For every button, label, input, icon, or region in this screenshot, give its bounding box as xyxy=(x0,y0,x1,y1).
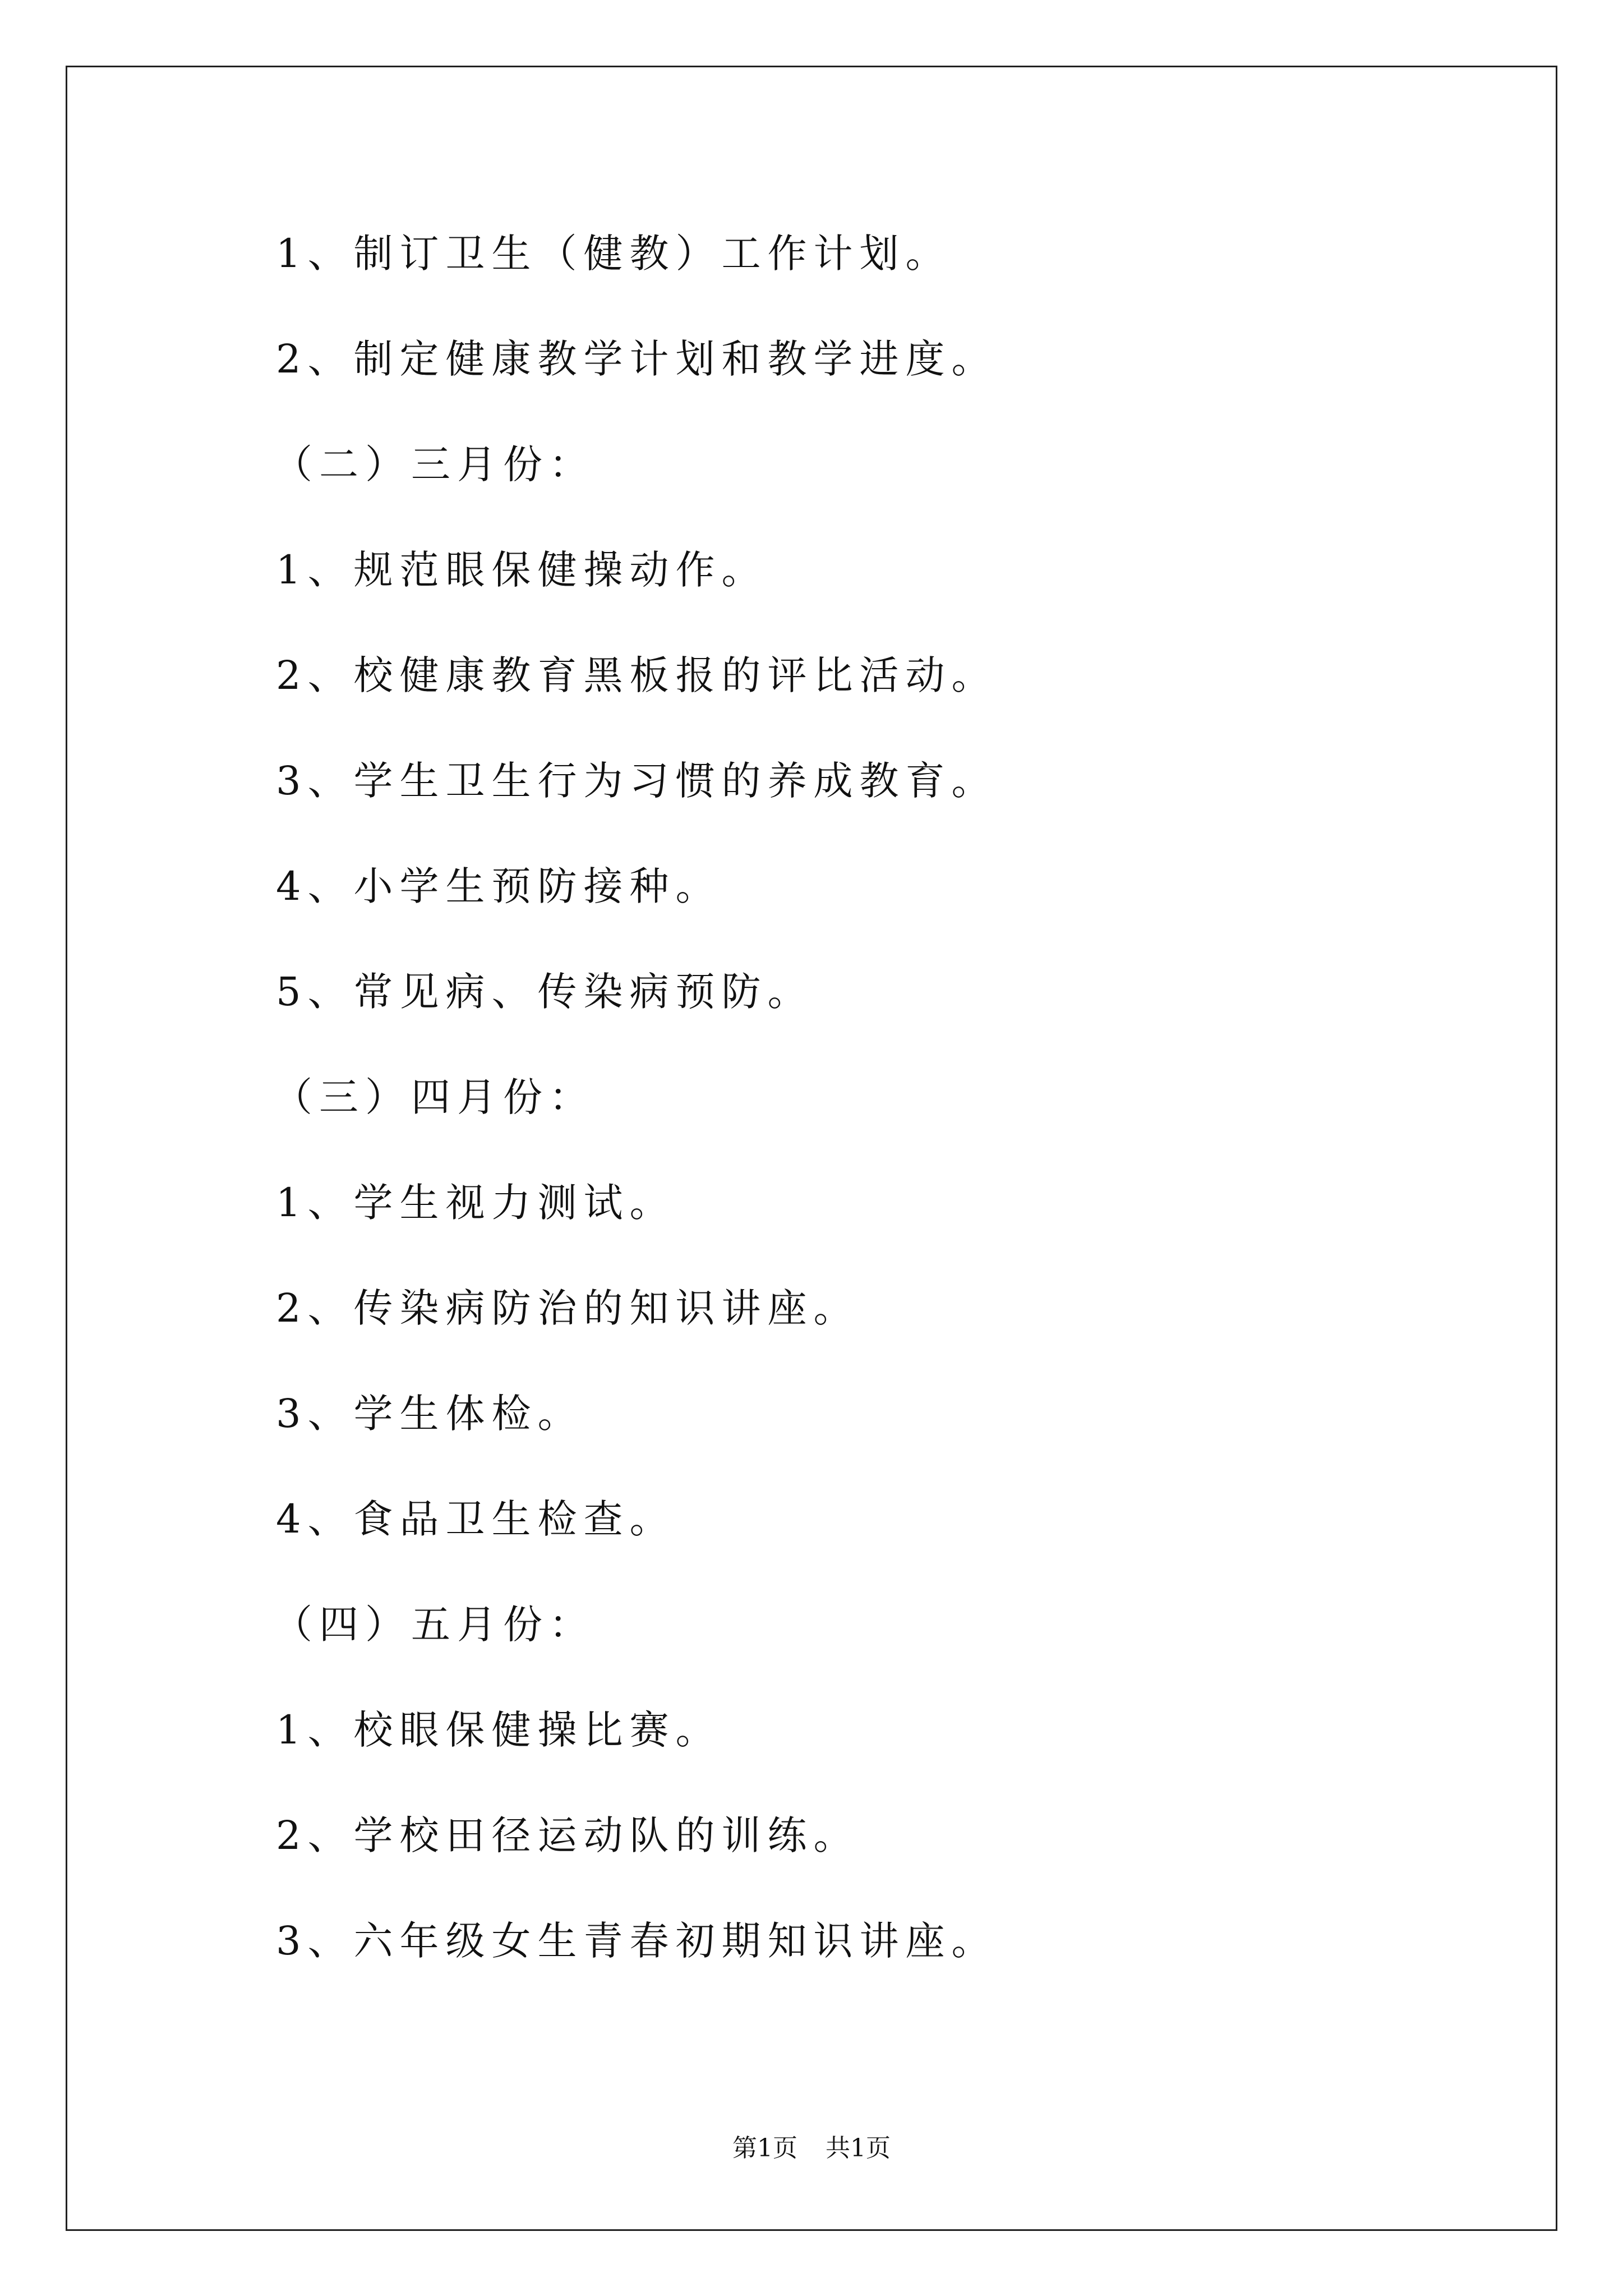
page-footer xyxy=(0,2136,1623,2161)
list-item: 3、学生体检。 xyxy=(276,1391,584,1437)
list-item: 4、食品卫生检查。 xyxy=(276,1496,676,1542)
list-item: 1、学生视力测试。 xyxy=(276,1180,676,1226)
page-number: 第1页 xyxy=(732,2134,797,2162)
list-item: 3、学生卫生行为习惯的养成教育。 xyxy=(276,758,998,804)
list-item: 3、六年级女生青春初期知识讲座。 xyxy=(276,1918,998,1964)
section-heading: （四）五月份： xyxy=(273,1602,595,1648)
list-item: 2、传染病防治的知识讲座。 xyxy=(276,1285,860,1331)
list-item: 1、校眼保健操比赛。 xyxy=(276,1707,722,1753)
page-total: 共1页 xyxy=(826,2134,891,2162)
list-item: 2、校健康教育黑板报的评比活动。 xyxy=(276,652,998,698)
list-item: 2、学校田径运动队的训练。 xyxy=(276,1812,860,1858)
list-item: 2、制定健康教学计划和教学进度。 xyxy=(276,336,998,382)
list-item: 1、规范眼保健操动作。 xyxy=(276,547,768,593)
section-heading: （二）三月份： xyxy=(273,441,595,487)
section-heading: （三）四月份： xyxy=(273,1074,595,1120)
list-item: 1、制订卫生（健教）工作计划。 xyxy=(276,231,952,277)
list-item: 4、小学生预防接种。 xyxy=(276,863,722,909)
list-item: 5、常见病、传染病预防。 xyxy=(276,969,814,1015)
